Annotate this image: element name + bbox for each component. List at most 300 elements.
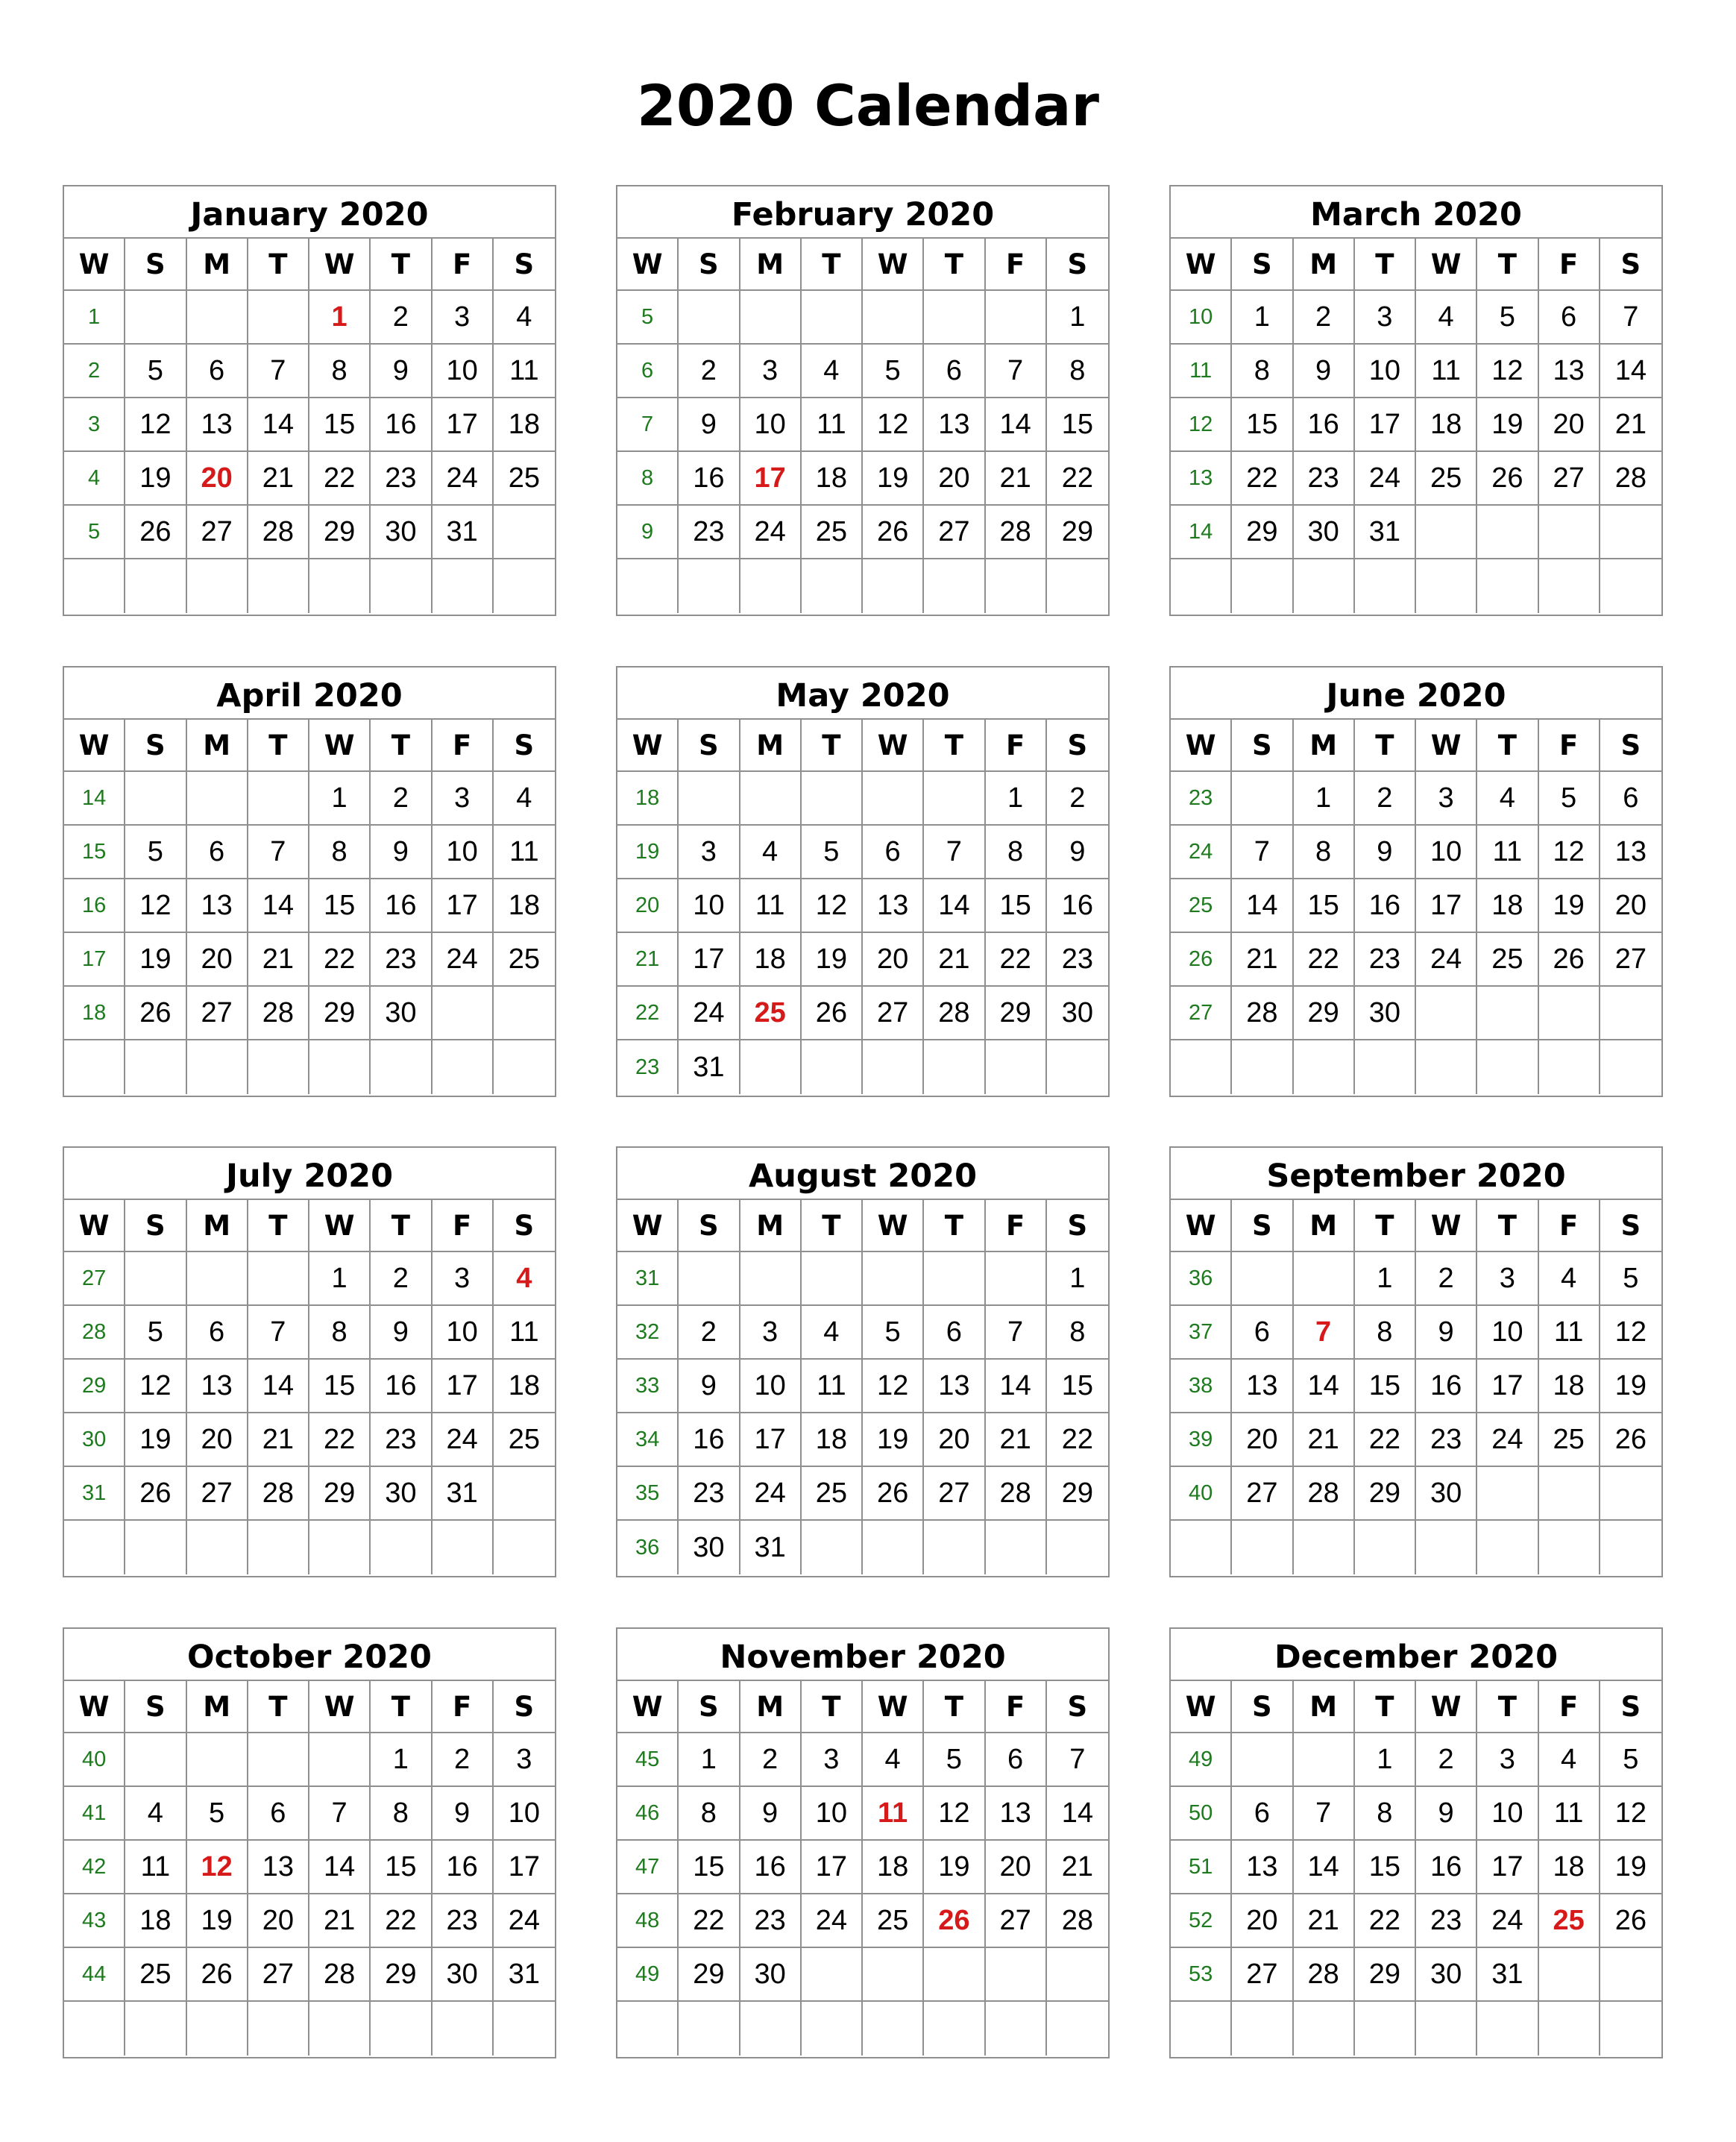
weekday-header: T — [924, 239, 985, 291]
weekday-header: M — [1294, 239, 1355, 291]
day-cell: 3 — [433, 1252, 494, 1306]
week-number: 28 — [64, 1306, 125, 1360]
day-cell: 6 — [187, 1306, 248, 1360]
day-cell: 11 — [802, 1360, 863, 1413]
day-cell: 5 — [1600, 1733, 1661, 1787]
month-block — [63, 1146, 556, 1577]
weekday-header: T — [1477, 720, 1538, 772]
empty-day-cell — [1477, 2002, 1538, 2055]
day-cell: 3 — [740, 1306, 802, 1360]
weekday-header: S — [1232, 1681, 1293, 1733]
holiday-day-cell: 7 — [1294, 1306, 1355, 1360]
day-cell: 16 — [1047, 879, 1108, 933]
day-cell: 20 — [187, 1413, 248, 1467]
day-cell: 27 — [1539, 452, 1600, 506]
empty-day-cell — [1477, 987, 1538, 1040]
weekday-header: T — [1477, 239, 1538, 291]
week-number: 4 — [64, 452, 125, 506]
day-cell: 2 — [1355, 772, 1416, 826]
empty-day-cell — [679, 2002, 740, 2055]
empty-day-cell — [1477, 1467, 1538, 1521]
day-cell: 12 — [1539, 826, 1600, 879]
weekday-header: S — [1232, 1200, 1293, 1252]
month-block — [616, 666, 1110, 1097]
empty-day-cell — [433, 2002, 494, 2055]
day-cell: 29 — [1047, 1467, 1108, 1521]
day-cell: 14 — [309, 1841, 371, 1894]
day-cell: 8 — [1232, 345, 1293, 398]
month-grid — [617, 239, 1108, 613]
day-cell: 14 — [986, 398, 1047, 452]
week-number — [617, 559, 679, 613]
month-block — [616, 1146, 1110, 1577]
day-cell: 5 — [125, 1306, 186, 1360]
empty-day-cell — [986, 1521, 1047, 1574]
day-cell: 15 — [986, 879, 1047, 933]
day-cell: 15 — [309, 1360, 371, 1413]
week-number: 31 — [64, 1467, 125, 1521]
empty-day-cell — [248, 1521, 309, 1574]
week-column-header: W — [1171, 1200, 1232, 1252]
month-grid — [1171, 720, 1661, 1094]
weekday-header: T — [248, 1681, 309, 1733]
day-cell: 1 — [371, 1733, 432, 1787]
weekday-header: F — [1539, 239, 1600, 291]
day-cell: 15 — [1355, 1841, 1416, 1894]
empty-day-cell — [986, 559, 1047, 613]
day-cell: 5 — [863, 1306, 924, 1360]
day-cell: 5 — [1600, 1252, 1661, 1306]
weekday-header: S — [494, 1681, 555, 1733]
day-cell: 12 — [863, 398, 924, 452]
day-cell: 24 — [1477, 1894, 1538, 1948]
empty-day-cell — [986, 1252, 1047, 1306]
weekday-header: F — [433, 1681, 494, 1733]
day-cell: 21 — [248, 452, 309, 506]
week-number: 16 — [64, 879, 125, 933]
week-column-header: W — [617, 1681, 679, 1733]
day-cell: 16 — [1416, 1841, 1477, 1894]
day-cell: 29 — [986, 987, 1047, 1040]
day-cell: 6 — [863, 826, 924, 879]
day-cell: 17 — [433, 1360, 494, 1413]
week-number: 13 — [1171, 452, 1232, 506]
day-cell: 1 — [1294, 772, 1355, 826]
day-cell: 23 — [1355, 933, 1416, 987]
week-number: 34 — [617, 1413, 679, 1467]
weekday-header: S — [679, 1681, 740, 1733]
day-cell: 24 — [802, 1894, 863, 1948]
empty-day-cell — [1539, 1040, 1600, 1094]
day-cell: 5 — [863, 345, 924, 398]
empty-day-cell — [1600, 987, 1661, 1040]
weekday-header: T — [1355, 239, 1416, 291]
day-cell: 5 — [187, 1787, 248, 1841]
empty-day-cell — [802, 291, 863, 345]
empty-day-cell — [924, 559, 985, 613]
day-cell: 15 — [309, 398, 371, 452]
day-cell: 14 — [1047, 1787, 1108, 1841]
weekday-header: T — [802, 1681, 863, 1733]
day-cell: 12 — [125, 1360, 186, 1413]
day-cell: 7 — [1294, 1787, 1355, 1841]
day-cell: 30 — [1416, 1467, 1477, 1521]
week-number — [1171, 1521, 1232, 1574]
day-cell: 7 — [248, 1306, 309, 1360]
empty-day-cell — [1232, 1521, 1293, 1574]
weekday-header: S — [1047, 720, 1108, 772]
day-cell: 4 — [802, 345, 863, 398]
empty-day-cell — [309, 1521, 371, 1574]
day-cell: 24 — [1355, 452, 1416, 506]
empty-day-cell — [740, 559, 802, 613]
day-cell: 29 — [1294, 987, 1355, 1040]
week-number: 22 — [617, 987, 679, 1040]
day-cell: 23 — [371, 933, 432, 987]
empty-day-cell — [1047, 1948, 1108, 2002]
day-cell: 28 — [1294, 1948, 1355, 2002]
empty-day-cell — [1416, 1521, 1477, 1574]
day-cell: 21 — [1047, 1841, 1108, 1894]
day-cell: 20 — [924, 452, 985, 506]
day-cell: 11 — [802, 398, 863, 452]
empty-day-cell — [802, 1252, 863, 1306]
day-cell: 19 — [1600, 1841, 1661, 1894]
empty-day-cell — [309, 559, 371, 613]
day-cell: 31 — [679, 1040, 740, 1094]
weekday-header: T — [1355, 720, 1416, 772]
empty-day-cell — [1355, 2002, 1416, 2055]
day-cell: 22 — [309, 1413, 371, 1467]
day-cell: 29 — [309, 987, 371, 1040]
empty-day-cell — [740, 1252, 802, 1306]
day-cell: 6 — [187, 345, 248, 398]
week-number: 49 — [1171, 1733, 1232, 1787]
weekday-header: T — [924, 1200, 985, 1252]
day-cell: 2 — [371, 291, 432, 345]
day-cell: 10 — [433, 1306, 494, 1360]
week-number: 43 — [64, 1894, 125, 1948]
day-cell: 30 — [1355, 987, 1416, 1040]
empty-day-cell — [1416, 1040, 1477, 1094]
holiday-day-cell: 20 — [187, 452, 248, 506]
month-grid — [1171, 1200, 1661, 1574]
day-cell: 9 — [1355, 826, 1416, 879]
day-cell: 4 — [863, 1733, 924, 1787]
day-cell: 7 — [248, 826, 309, 879]
empty-day-cell — [125, 1521, 186, 1574]
empty-day-cell — [1294, 2002, 1355, 2055]
day-cell: 24 — [433, 452, 494, 506]
week-number: 19 — [617, 826, 679, 879]
day-cell: 8 — [309, 1306, 371, 1360]
empty-day-cell — [187, 1252, 248, 1306]
day-cell: 2 — [1047, 772, 1108, 826]
day-cell: 20 — [924, 1413, 985, 1467]
day-cell: 7 — [309, 1787, 371, 1841]
day-cell: 28 — [248, 506, 309, 559]
day-cell: 5 — [1477, 291, 1538, 345]
month-grid — [64, 720, 555, 1094]
day-cell: 8 — [1355, 1787, 1416, 1841]
empty-day-cell — [1232, 1040, 1293, 1094]
week-number: 3 — [64, 398, 125, 452]
day-cell: 29 — [1355, 1467, 1416, 1521]
day-cell: 17 — [1355, 398, 1416, 452]
day-cell: 31 — [1477, 1948, 1538, 2002]
day-cell: 31 — [1355, 506, 1416, 559]
day-cell: 19 — [1600, 1360, 1661, 1413]
weekday-header: F — [1539, 720, 1600, 772]
day-cell: 9 — [371, 345, 432, 398]
day-cell: 1 — [986, 772, 1047, 826]
day-cell: 12 — [125, 879, 186, 933]
day-cell: 25 — [494, 933, 555, 987]
day-cell: 24 — [1477, 1413, 1538, 1467]
day-cell: 20 — [1539, 398, 1600, 452]
day-cell: 17 — [1477, 1360, 1538, 1413]
day-cell: 17 — [1477, 1841, 1538, 1894]
weekday-header: S — [125, 1681, 186, 1733]
day-cell: 10 — [433, 826, 494, 879]
day-cell: 9 — [1047, 826, 1108, 879]
weekday-header: F — [986, 1200, 1047, 1252]
weekday-header: S — [125, 239, 186, 291]
week-column-header: W — [1171, 1681, 1232, 1733]
week-number: 27 — [1171, 987, 1232, 1040]
day-cell: 12 — [125, 398, 186, 452]
weekday-header: M — [187, 1200, 248, 1252]
day-cell: 14 — [986, 1360, 1047, 1413]
weekday-header: F — [433, 1200, 494, 1252]
day-cell: 1 — [1047, 291, 1108, 345]
day-cell: 16 — [679, 1413, 740, 1467]
week-number: 37 — [1171, 1306, 1232, 1360]
empty-day-cell — [494, 559, 555, 613]
weekday-header: W — [1416, 239, 1477, 291]
day-cell: 4 — [1539, 1252, 1600, 1306]
weekday-header: S — [1600, 1681, 1661, 1733]
week-number: 38 — [1171, 1360, 1232, 1413]
empty-day-cell — [863, 2002, 924, 2055]
day-cell: 13 — [924, 1360, 985, 1413]
day-cell: 18 — [863, 1841, 924, 1894]
day-cell: 21 — [248, 933, 309, 987]
week-column-header: W — [617, 239, 679, 291]
day-cell: 25 — [1416, 452, 1477, 506]
month-block — [1169, 185, 1663, 616]
empty-day-cell — [802, 1521, 863, 1574]
empty-day-cell — [1047, 1040, 1108, 1094]
day-cell: 4 — [494, 772, 555, 826]
week-number: 27 — [64, 1252, 125, 1306]
week-column-header: W — [64, 1200, 125, 1252]
week-number: 35 — [617, 1467, 679, 1521]
day-cell: 11 — [494, 1306, 555, 1360]
holiday-day-cell: 26 — [924, 1894, 985, 1948]
day-cell: 18 — [740, 933, 802, 987]
day-cell: 16 — [371, 879, 432, 933]
week-number: 32 — [617, 1306, 679, 1360]
day-cell: 6 — [986, 1733, 1047, 1787]
weekday-header: W — [863, 1200, 924, 1252]
weekday-header: T — [1355, 1681, 1416, 1733]
day-cell: 25 — [802, 1467, 863, 1521]
empty-day-cell — [125, 291, 186, 345]
day-cell: 26 — [1539, 933, 1600, 987]
day-cell: 26 — [1600, 1413, 1661, 1467]
day-cell: 21 — [309, 1894, 371, 1948]
day-cell: 10 — [740, 398, 802, 452]
day-cell: 18 — [1416, 398, 1477, 452]
weekday-header: M — [740, 239, 802, 291]
empty-day-cell — [187, 1040, 248, 1094]
day-cell: 15 — [1047, 398, 1108, 452]
weekday-header: T — [371, 720, 432, 772]
week-number: 11 — [1171, 345, 1232, 398]
weekday-header: T — [248, 1200, 309, 1252]
weekday-header: T — [1477, 1681, 1538, 1733]
week-number: 31 — [617, 1252, 679, 1306]
empty-day-cell — [1416, 2002, 1477, 2055]
week-number: 40 — [1171, 1467, 1232, 1521]
empty-day-cell — [802, 559, 863, 613]
holiday-day-cell: 1 — [309, 291, 371, 345]
day-cell: 10 — [1477, 1787, 1538, 1841]
empty-day-cell — [371, 1040, 432, 1094]
empty-day-cell — [1600, 1521, 1661, 1574]
empty-day-cell — [125, 1252, 186, 1306]
day-cell: 9 — [679, 1360, 740, 1413]
empty-day-cell — [494, 1521, 555, 1574]
week-column-header: W — [617, 1200, 679, 1252]
month-block — [63, 1627, 556, 2058]
day-cell: 13 — [1539, 345, 1600, 398]
empty-day-cell — [248, 2002, 309, 2055]
month-grid — [64, 239, 555, 613]
day-cell: 26 — [125, 506, 186, 559]
day-cell: 22 — [309, 933, 371, 987]
day-cell: 14 — [1294, 1841, 1355, 1894]
weekday-header: M — [1294, 1681, 1355, 1733]
day-cell: 28 — [309, 1948, 371, 2002]
day-cell: 29 — [1232, 506, 1293, 559]
day-cell: 30 — [371, 1467, 432, 1521]
day-cell: 7 — [248, 345, 309, 398]
holiday-day-cell: 25 — [1539, 1894, 1600, 1948]
weekday-header: W — [309, 720, 371, 772]
weekday-header: W — [863, 1681, 924, 1733]
weekday-header: F — [986, 1681, 1047, 1733]
week-number: 17 — [64, 933, 125, 987]
day-cell: 19 — [1477, 398, 1538, 452]
day-cell: 13 — [187, 398, 248, 452]
day-cell: 1 — [1355, 1733, 1416, 1787]
month-grid — [617, 1681, 1108, 2055]
week-number: 29 — [64, 1360, 125, 1413]
week-number — [1171, 1040, 1232, 1094]
day-cell: 18 — [494, 398, 555, 452]
weekday-header: W — [309, 1681, 371, 1733]
week-number: 33 — [617, 1360, 679, 1413]
empty-day-cell — [1294, 1521, 1355, 1574]
day-cell: 16 — [679, 452, 740, 506]
day-cell: 22 — [1047, 452, 1108, 506]
empty-day-cell — [1355, 559, 1416, 613]
day-cell: 1 — [1047, 1252, 1108, 1306]
weekday-header: T — [924, 720, 985, 772]
day-cell: 21 — [248, 1413, 309, 1467]
weekday-header: W — [1416, 1681, 1477, 1733]
empty-day-cell — [248, 1252, 309, 1306]
day-cell: 13 — [863, 879, 924, 933]
day-cell: 18 — [1477, 879, 1538, 933]
day-cell: 28 — [248, 987, 309, 1040]
day-cell: 4 — [740, 826, 802, 879]
holiday-day-cell: 17 — [740, 452, 802, 506]
week-number — [64, 1521, 125, 1574]
empty-day-cell — [494, 1040, 555, 1094]
day-cell: 25 — [863, 1894, 924, 1948]
day-cell: 19 — [924, 1841, 985, 1894]
day-cell: 4 — [125, 1787, 186, 1841]
day-cell: 13 — [1232, 1360, 1293, 1413]
empty-day-cell — [248, 291, 309, 345]
weekday-header: W — [1416, 1200, 1477, 1252]
day-cell: 15 — [679, 1841, 740, 1894]
empty-day-cell — [740, 291, 802, 345]
empty-day-cell — [494, 506, 555, 559]
day-cell: 25 — [494, 1413, 555, 1467]
week-number: 1 — [64, 291, 125, 345]
day-cell: 8 — [1294, 826, 1355, 879]
month-title: September 2020 — [1171, 1148, 1661, 1200]
empty-day-cell — [1294, 559, 1355, 613]
day-cell: 6 — [187, 826, 248, 879]
weekday-header: T — [802, 720, 863, 772]
day-cell: 1 — [309, 1252, 371, 1306]
weekday-header: S — [494, 239, 555, 291]
day-cell: 30 — [1416, 1948, 1477, 2002]
day-cell: 2 — [740, 1733, 802, 1787]
empty-day-cell — [1047, 559, 1108, 613]
day-cell: 19 — [125, 933, 186, 987]
day-cell: 14 — [248, 879, 309, 933]
day-cell: 25 — [1477, 933, 1538, 987]
day-cell: 27 — [187, 1467, 248, 1521]
empty-day-cell — [494, 1467, 555, 1521]
empty-day-cell — [863, 291, 924, 345]
empty-day-cell — [1539, 987, 1600, 1040]
month-block — [63, 666, 556, 1097]
day-cell: 13 — [248, 1841, 309, 1894]
day-cell: 24 — [433, 933, 494, 987]
day-cell: 17 — [679, 933, 740, 987]
day-cell: 19 — [187, 1894, 248, 1948]
empty-day-cell — [1416, 987, 1477, 1040]
empty-day-cell — [1355, 1521, 1416, 1574]
day-cell: 5 — [125, 826, 186, 879]
week-number: 25 — [1171, 879, 1232, 933]
empty-day-cell — [248, 559, 309, 613]
day-cell: 23 — [371, 452, 432, 506]
day-cell: 28 — [1232, 987, 1293, 1040]
day-cell: 19 — [802, 933, 863, 987]
day-cell: 10 — [802, 1787, 863, 1841]
empty-day-cell — [679, 559, 740, 613]
day-cell: 3 — [1477, 1733, 1538, 1787]
weekday-header: W — [309, 1200, 371, 1252]
